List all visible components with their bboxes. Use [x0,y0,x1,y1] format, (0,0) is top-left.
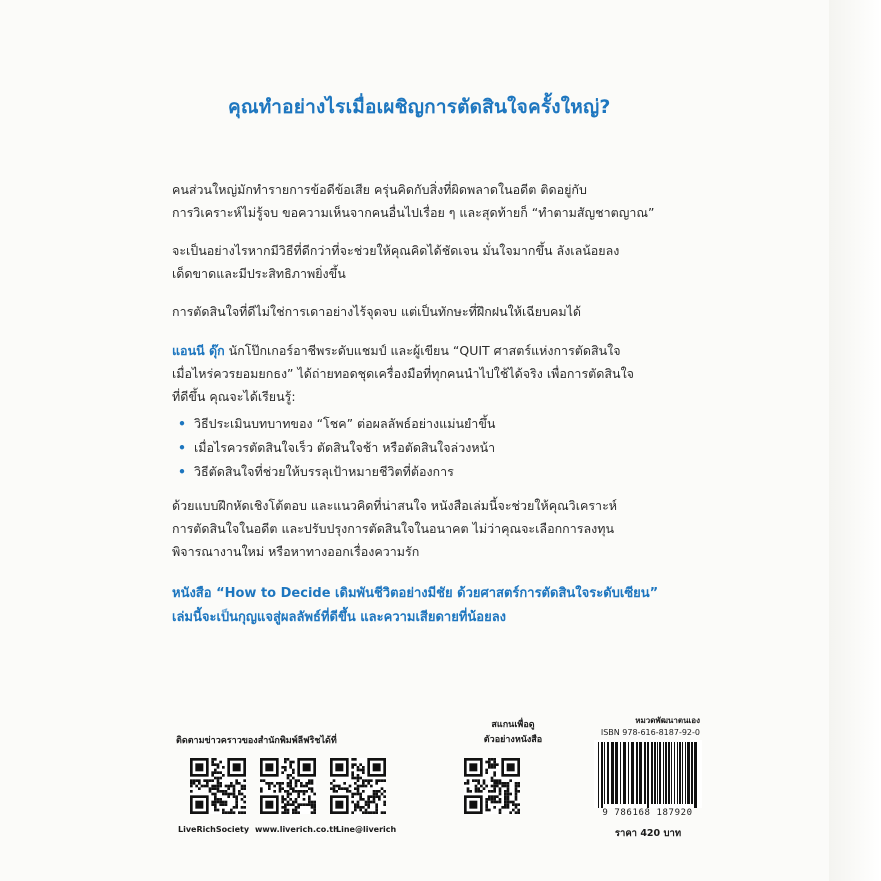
paragraph-4 [172,339,712,408]
closing-line-1: หนังสือ “How to Decide เดิมพันชีวิตอย่างมีชัย ด้วยศาสตร์การตัดสินใจระดับเซียน” [172,586,659,601]
paragraph-4-line-2: เมื่อไหร่ควรยอมยกธง” ได้ถ่ายทอดชุดเครื่องมือที่ทุกคนนำไปใช้ได้จริง เพื่อการตัดสินใจ [172,366,634,381]
paragraph-5 [172,494,712,563]
category-label: หมวดพัฒนาตนเอง [635,716,700,725]
bullet-text: วิธีตัดสินใจที่ช่วยให้บรรลุเป้าหมายชีวิตที่ต้องการ [194,464,454,479]
paragraph-4-line-1-text: นักโป๊กเกอร์อาชีพระดับแชมป์ และผู้เขียน “QUIT ศาสตร์แห่งการตัดสินใจ [224,343,621,358]
list-item [178,412,698,436]
sample-qr-code[interactable] [464,758,520,814]
paragraph-1-line-2: การวิเคราะห์ไม่รู้จบ ขอความเห็นจากคนอื่นไปเรื่อย ๆ และสุดท้ายก็ “ทำตามสัญชาตญาณ” [172,205,655,220]
price-label: ราคา 420 บาท [614,828,682,839]
facebook-label: LiveRichSociety [178,825,250,834]
closing-statement [172,582,732,630]
follow-text: ติดตามข่าวคราวของสำนักพิมพ์ลีฟริชได้ที่ [176,736,337,746]
headline: คุณทำอย่างไรเมื่อเผชิญการตัดสินใจครั้งใหญ่? [228,96,611,118]
website-qr-code[interactable] [260,758,316,814]
qr-code-icon [260,758,316,814]
bullet-list [178,412,698,484]
line-label: Line@liverich [336,825,397,834]
scan-caption-line-1: สแกนเพื่อดู [491,720,535,730]
list-item [178,460,698,484]
website-label: www.liverich.co.th [255,825,339,834]
paragraph-4-line-1 [172,339,712,362]
bullet-dot-icon: • [178,416,186,431]
facebook-qr-code[interactable] [190,758,246,814]
qr-code-icon [330,758,386,814]
paragraph-5-line-2: การตัดสินใจในอดีต และปรับปรุงการตัดสินใจในอนาคต ไม่ว่าคุณจะเลือกการลงทุน [172,521,614,536]
qr-code-icon [464,758,520,814]
bullet-text: วิธีประเมินบทบาทของ “โชค” ต่อผลลัพธ์อย่างแม่นยำขึ้น [194,416,496,431]
list-item [178,436,698,460]
paragraph-1-line-1: คนส่วนใหญ่มักทำรายการข้อดีข้อเสีย ครุ่นคิดกับสิ่งที่ผิดพลาดในอดีต ติดอยู่กับ [172,182,587,197]
closing-line-2: เล่มนี้จะเป็นกุญแจสู่ผลลัพธ์ที่ดีขึ้น และความเสียดายที่น้อยลง [172,610,507,625]
page-edge [829,0,881,881]
paragraph-4-line-3: ที่ดีขึ้น คุณจะได้เรียนรู้: [172,389,296,404]
paragraph-2-line-1: จะเป็นอย่างไรหากมีวิธีที่ดีกว่าที่จะช่วยให้คุณคิดได้ชัดเจน มั่นใจมากขึ้น ลังเลน้อยลง [172,243,620,258]
barcode-number: 9 786168 187920 [602,808,693,818]
qr-code-icon [190,758,246,814]
barcode-icon [594,740,702,808]
bullet-dot-icon: • [178,440,186,455]
paragraph-3 [172,300,712,323]
isbn-barcode [594,740,702,808]
scan-caption [458,718,568,748]
line-qr-code[interactable] [330,758,386,814]
bullet-dot-icon: • [178,464,186,479]
isbn-text: ISBN 978-616-8187-92-0 [600,728,700,737]
paragraph-5-line-3: พิจารณางานใหม่ หรือหาทางออกเรื่องความรัก [172,544,420,559]
scan-caption-line-2: ตัวอย่างหนังสือ [483,735,543,745]
paragraph-2 [172,239,712,285]
paragraph-3-line-1: การตัดสินใจที่ดีไม่ใช่การเดาอย่างไร้จุดจบ แต่เป็นทักษะที่ฝึกฝนให้เฉียบคมได้ [172,304,582,319]
bullet-text: เมื่อไรควรตัดสินใจเร็ว ตัดสินใจช้า หรือตัดสินใจล่วงหน้า [194,440,496,455]
paragraph-1 [172,178,712,224]
author-name: แอนนี ดุ๊ก [172,343,225,358]
paragraph-5-line-1: ด้วยแบบฝึกหัดเชิงโต้ตอบ และแนวคิดที่น่าสนใจ หนังสือเล่มนี้จะช่วยให้คุณวิเคราะห์ [172,498,618,513]
paragraph-2-line-2: เด็ดขาดและมีประสิทธิภาพยิ่งขึ้น [172,266,346,281]
